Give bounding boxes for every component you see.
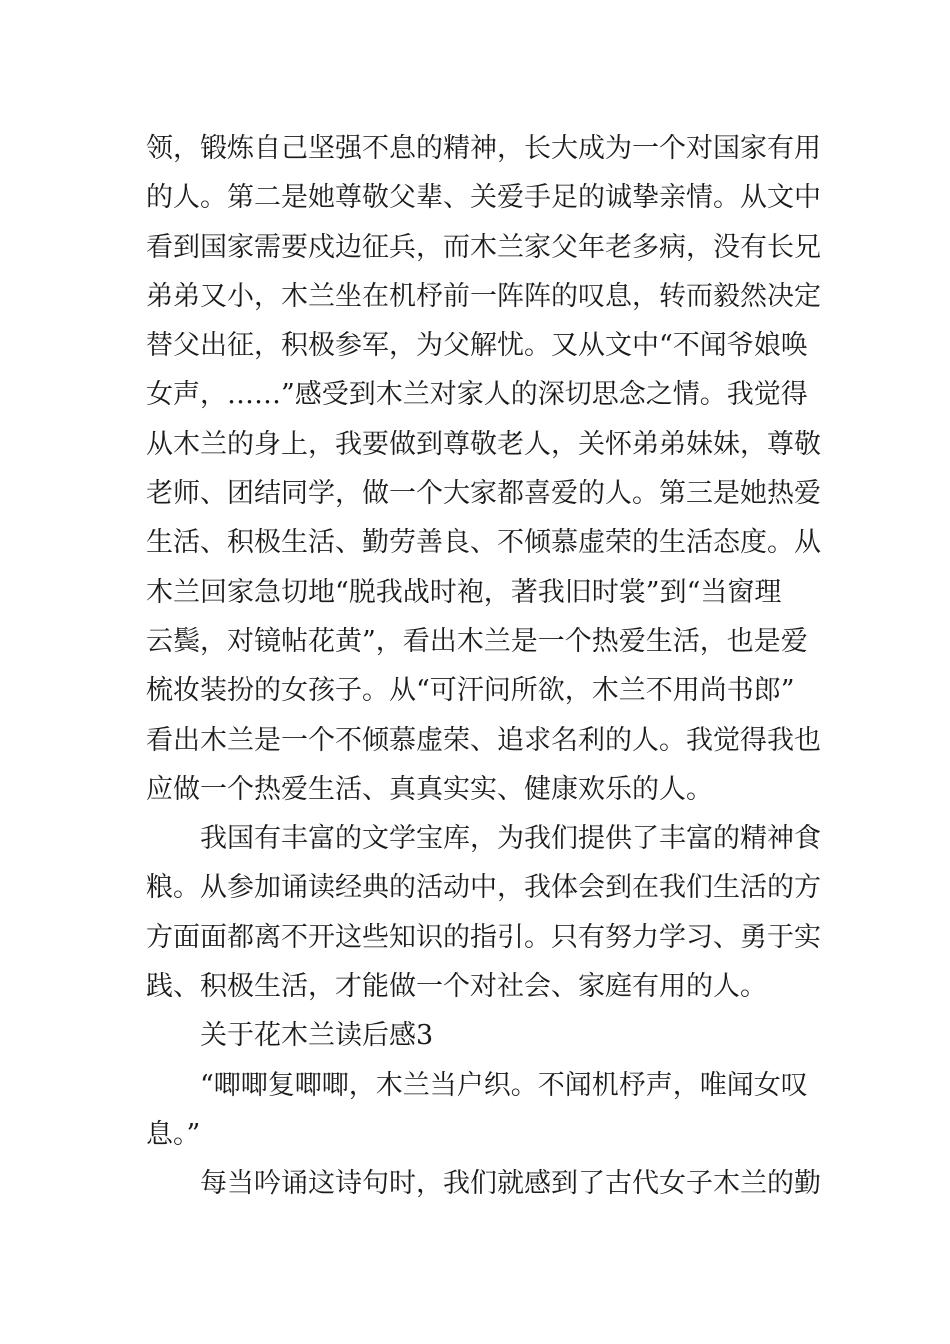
document-body (146, 124, 821, 1209)
text-line: 替父出征，积极参军，为父解忧。又从文中“不闻爷娘唤 (146, 330, 808, 362)
text-line: 粮。从参加诵读经典的活动中，我体会到在我们生活的方 (146, 872, 821, 904)
paragraph-start-line: “唧唧复唧唧，木兰当户织。不闻机杼声，唯闻女叹 (200, 1069, 808, 1101)
text-line: 生活、积极生活、勤劳善良、不倾慕虚荣的生活态度。从 (146, 527, 821, 559)
text-line: 老师、团结同学，做一个大家都喜爱的人。第三是她热爱 (146, 478, 821, 510)
text-line: 的人。第二是她尊敬父辈、关爱手足的诚挚亲情。从文中 (146, 182, 821, 214)
section-heading: 关于花木兰读后感3 (200, 1020, 434, 1052)
text-line: 应做一个热爱生活、真真实实、健康欢乐的人。 (146, 773, 713, 805)
paragraph-start-line: 每当吟诵这诗句时，我们就感到了古代女子木兰的勤 (200, 1168, 821, 1200)
text-line: 云鬓，对镜帖花黄”，看出木兰是一个热爱生活，也是爱 (146, 625, 808, 657)
text-line: 梳妆装扮的女孩子。从“可汗问所欲，木兰不用尚书郎” (146, 675, 795, 707)
paragraph-start-line: 我国有丰富的文学宝库，为我们提供了丰富的精神食 (200, 823, 821, 855)
text-line: 弟弟又小，木兰坐在机杼前一阵阵的叹息，转而毅然决定 (146, 280, 821, 312)
text-line: 女声，……”感受到木兰对家人的深切思念之情。我觉得 (146, 379, 808, 411)
text-line: 方面面都离不开这些知识的指引。只有努力学习、勇于实 (146, 921, 821, 953)
text-line: 看到国家需要戍边征兵，而木兰家父年老多病，没有长兄 (146, 231, 821, 263)
text-line: 息。” (146, 1118, 201, 1150)
text-line: 从木兰的身上，我要做到尊敬老人，关怀弟弟妹妹，尊敬 (146, 428, 821, 460)
text-line: 看出木兰是一个不倾慕虚荣、追求名利的人。我觉得我也 (146, 724, 821, 756)
text-line: 领，锻炼自己坚强不息的精神，长大成为一个对国家有用 (146, 133, 821, 164)
text-line: 践、积极生活，才能做一个对社会、家庭有用的人。 (146, 971, 767, 1003)
text-line: 木兰回家急切地“脱我战时袍，著我旧时裳”到“当窗理 (146, 576, 782, 608)
